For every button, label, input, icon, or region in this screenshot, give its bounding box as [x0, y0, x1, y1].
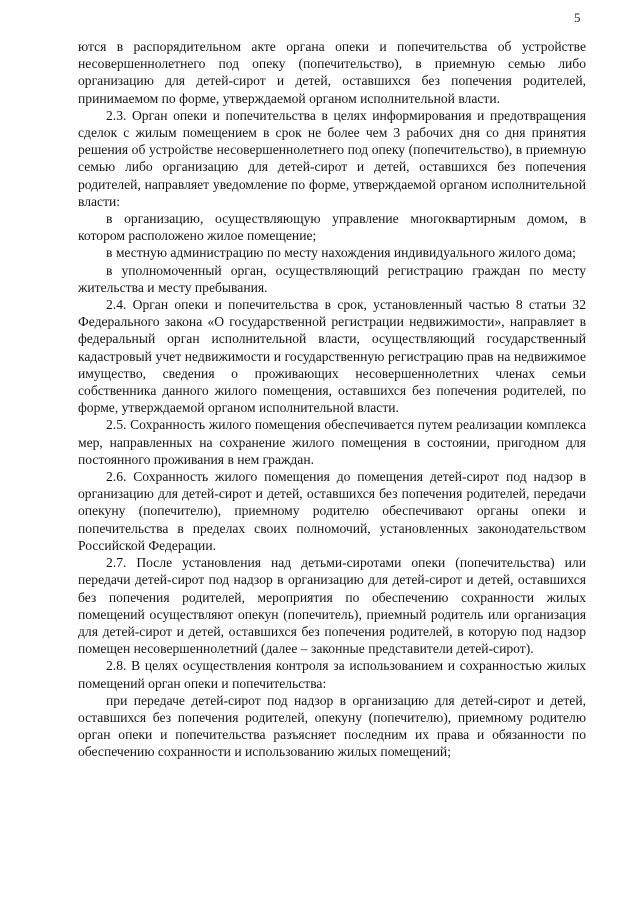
list-item-management-org: в организацию, осуществляющую управление многоквартирным домом, в котором расположено жилое помещение; — [78, 211, 586, 244]
paragraph-2-7: 2.7. После установления над детьми-сиротами опеки (попечительства) или передачи детей-сирот под надзор в организацию для детей-сирот и детей, оставшихся без попечения родителей, мероприятия по обеспечению сохранности жилых помещений осуществляют опекун (попечитель), приемный родитель или организация для детей-сирот и детей, оставшихся без попечения родителей, в которую под надзор помещен несовершеннолетний (далее – законные представители детей-сирот). — [78, 555, 586, 657]
document-body — [78, 38, 586, 761]
paragraph-2-8: 2.8. В целях осуществления контроля за использованием и сохранностью жилых помещений орган опеки и попечительства: — [78, 658, 586, 691]
list-item-registration-body: в уполномоченный орган, осуществляющий регистрацию граждан по месту жительства и месту пребывания. — [78, 262, 586, 295]
paragraph-2-5: 2.5. Сохранность жилого помещения обеспечивается путем реализации комплекса мер, направленных на сохранение жилого помещения в состоянии, пригодном для постоянного проживания в нем граждан. — [78, 417, 586, 467]
list-item-explains-rights: при передаче детей-сирот под надзор в организацию для детей-сирот и детей, оставшихся без попечения родителей, опекуну (попечителю), приемному родителю орган опеки и попечительства разъясняет последним их права и обязанности по обеспечению сохранности и использованию жилых помещений; — [78, 692, 586, 760]
paragraph-2-3: 2.3. Орган опеки и попечительства в целях информирования и предотвращения сделок с жилым помещением в срок не более чем 3 рабочих дня со дня принятия решения об устройстве несовершеннолетнего под опеку (попечительство), в приемную семью либо организацию для детей-сирот и детей, оставшихся без попечения родителей, направляет уведомление по форме, утверждаемой органом исполнительной власти: — [78, 107, 586, 209]
page-number: 5 — [574, 10, 581, 25]
paragraph-2-4: 2.4. Орган опеки и попечительства в срок, установленный частью 8 статьи 32 Федерального закона «О государственной регистрации недвижимости», направляет в федеральный орган исполнительной власти, осуществляющий государственный кадастровый учет недвижимости и государственную регистрацию прав на недвижимое имущество, сведения о проживающих несовершеннолетних членах семьи собственника данного жилого помещения, оставшихся без попечения родителей, по форме, утверждаемой органом исполнительной власти. — [78, 297, 586, 416]
paragraph-2-6: 2.6. Сохранность жилого помещения до помещения детей-сирот под надзор в организацию для детей-сирот и детей, оставшихся без попечения родителей, передачи опекуну (попечителю), приемному родителю обеспечивают органы опеки и попечительства в пределах своих полномочий, установленных законодательством Российской Федерации. — [78, 469, 586, 553]
list-item-local-admin: в местную администрацию по месту нахождения индивидуального жилого дома; — [106, 245, 576, 261]
paragraph-continuation: ются в распорядительном акте органа опеки и попечительства об устройстве несовершеннолетнего под опеку (попечительство), в приемную семью либо организацию для детей-сирот и детей, оставшихся без попечения родителей, принимаемом по форме, утверждаемой органом исполнительной власти. — [78, 39, 586, 106]
